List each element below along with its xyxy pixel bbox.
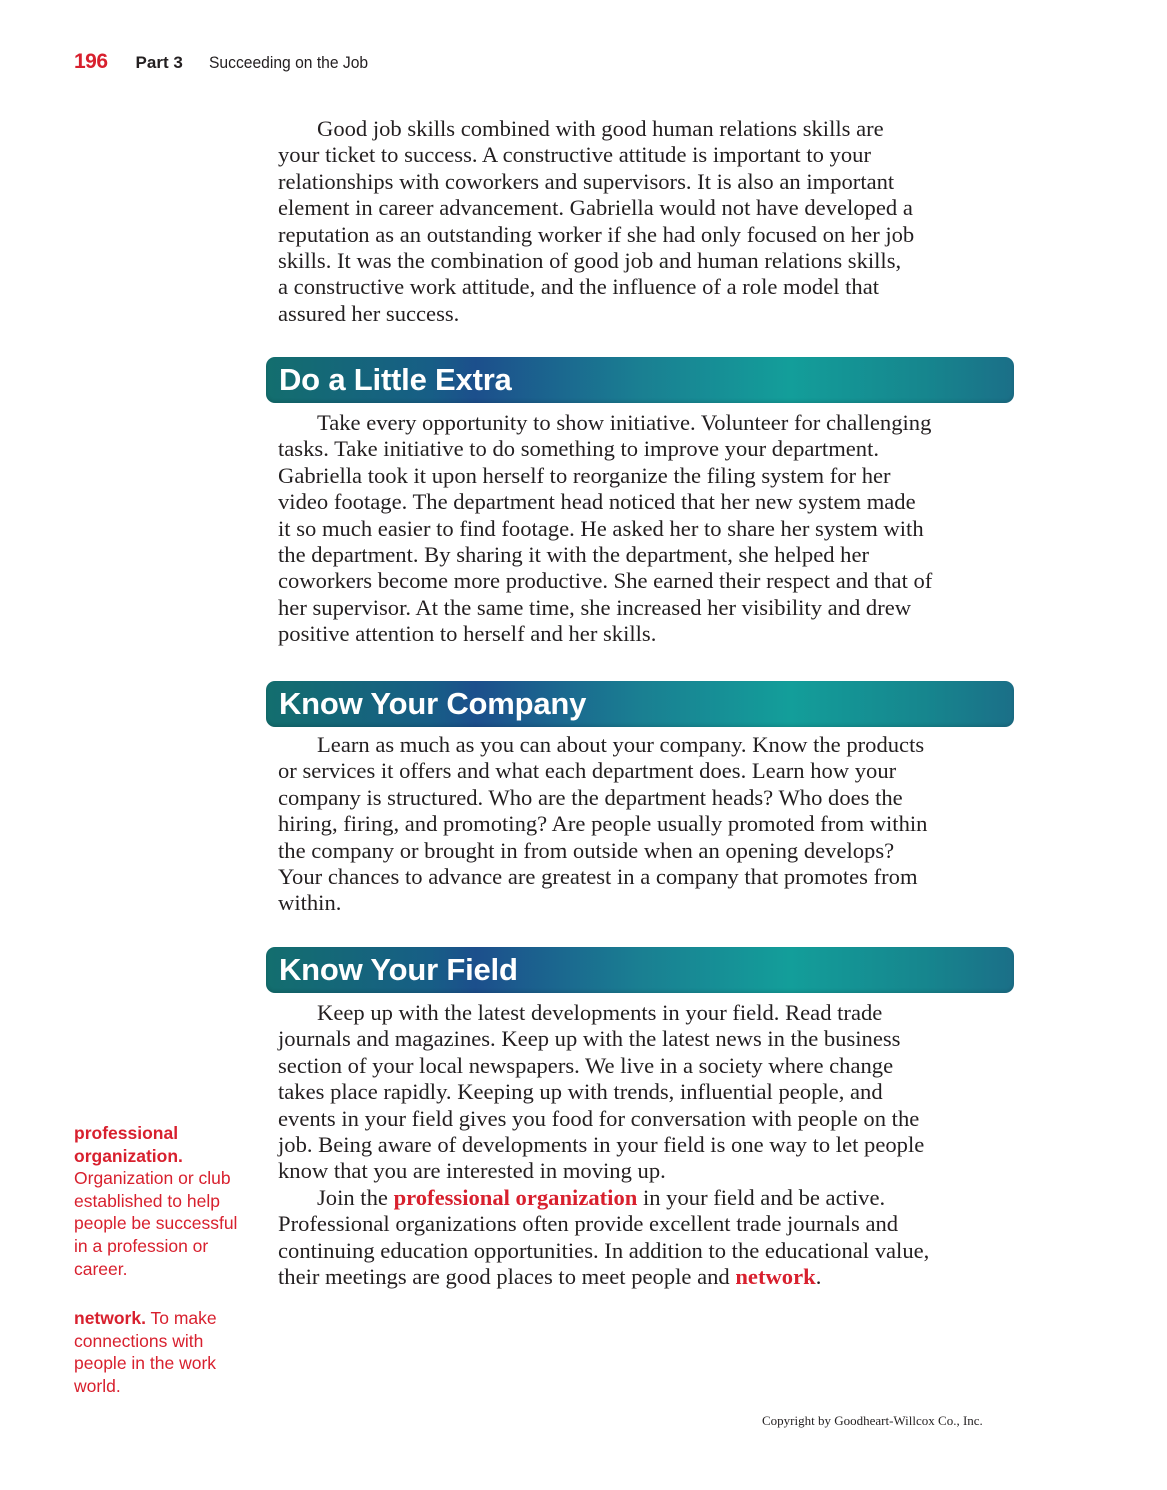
glossary-term-network[interactable]: network [735, 1264, 816, 1290]
chapter-title: Succeeding on the Job [208, 53, 368, 72]
section-heading-do-a-little-extra [266, 357, 1014, 403]
text-line: Gabriella took it upon herself to reorganize the filing system for her [278, 462, 891, 488]
text-line: it so much easier to find footage. He asked her to share her system with [278, 515, 924, 541]
text-line: Your chances to advance are greatest in a company that promotes from [278, 864, 918, 890]
running-header [74, 50, 382, 78]
text-line [278, 1185, 1018, 1211]
text-line: assured her success. [278, 300, 460, 326]
glossary-definition-line: established to help [74, 1190, 220, 1211]
text-line: skills. It was the combination of good job and human relations skills, [278, 248, 902, 274]
text-line: Take every opportunity to show initiative. Volunteer for challenging [317, 410, 932, 435]
glossary-term: organization. [74, 1145, 183, 1166]
glossary-entry-network [74, 1307, 264, 1397]
text-line: element in career advancement. Gabriella would not have developed a [278, 195, 913, 221]
text-span: Join the [317, 1184, 394, 1210]
text-line: job. Being aware of developments in your field is one way to let people [278, 1132, 925, 1158]
text-line: section of your local newspapers. We live in a society where change [278, 1052, 894, 1078]
text-line: events in your field gives you food for conversation with people on the [278, 1105, 920, 1131]
text-line: within. [278, 890, 342, 916]
text-line: relationships with coworkers and supervisors. It is also an important [278, 168, 895, 194]
text-line: company is structured. Who are the department heads? Who does the [278, 784, 903, 810]
page-number: 196 [74, 50, 108, 73]
text-line: your ticket to success. A constructive attitude is important to your [278, 142, 871, 168]
text-line [278, 1264, 1018, 1290]
text-span: in your field and be active. [637, 1184, 886, 1210]
text-line: video footage. The department head noticed that her new system made [278, 489, 916, 515]
glossary-definition-text: To make [145, 1308, 217, 1328]
intro-paragraph [278, 116, 1018, 327]
text-line: hiring, firing, and promoting? Are people usually promoted from within [278, 811, 928, 837]
text-line: know that you are interested in moving up. [278, 1158, 666, 1184]
text-line: Good job skills combined with good human relations skills are [317, 116, 884, 141]
section-heading-know-your-field [266, 947, 1014, 993]
text-line: Keep up with the latest developments in your field. Read trade [317, 1000, 883, 1025]
glossary-definition-line: world. [74, 1375, 121, 1396]
part-label: Part 3 [135, 53, 183, 72]
text-line: Learn as much as you can about your company. Know the products [317, 732, 925, 757]
section-heading-know-your-company [266, 681, 1014, 727]
text-line: her supervisor. At the same time, she increased her visibility and drew [278, 594, 912, 620]
glossary-definition-line: Organization or club [74, 1168, 231, 1189]
glossary-definition-line: in a profession or [74, 1235, 209, 1256]
section-heading-text: Know Your Field [279, 952, 518, 987]
glossary-term: network. [74, 1308, 146, 1328]
text-line: takes place rapidly. Keeping up with trends, influential people, and [278, 1079, 883, 1105]
text-line: journals and magazines. Keep up with the latest news in the business [278, 1026, 901, 1052]
text-line: or services it offers and what each department does. Learn how your [278, 758, 897, 784]
section-paragraph-do-a-little-extra [278, 410, 1018, 648]
glossary-entry-professional-organization [74, 1122, 264, 1280]
glossary-definition-line: career. [74, 1258, 128, 1279]
text-line: the company or brought in from outside when an opening develops? [278, 837, 895, 863]
section-heading-text: Know Your Company [279, 686, 587, 721]
section-heading-text: Do a Little Extra [279, 362, 512, 397]
text-line: the department. By sharing it with the department, she helped her [278, 542, 870, 568]
glossary-definition-line: people in the work [74, 1353, 217, 1374]
text-span: . [815, 1264, 822, 1290]
text-line: positive attention to herself and her skills. [278, 621, 657, 647]
text-line: a constructive work attitude, and the influence of a role model that [278, 274, 880, 300]
copyright-notice: Copyright by Goodheart-Willcox Co., Inc. [762, 1413, 983, 1428]
glossary-term-professional-organization[interactable]: professional organization [393, 1184, 638, 1210]
glossary-first-line [74, 1307, 264, 1330]
text-line: coworkers become more productive. She earned their respect and that of [278, 568, 933, 594]
glossary-definition-line: people be successful [74, 1213, 238, 1234]
text-span: their meetings are good places to meet people and [278, 1264, 736, 1290]
glossary-definition-line: connections with [74, 1330, 204, 1351]
text-line: reputation as an outstanding worker if she had only focused on her job [278, 221, 915, 247]
text-line: continuing education opportunities. In addition to the educational value, [278, 1237, 930, 1263]
text-line: Professional organizations often provide excellent trade journals and [278, 1211, 899, 1237]
text-line: tasks. Take initiative to do something to improve your department. [278, 436, 880, 462]
glossary-term: professional [74, 1123, 179, 1143]
section-paragraph-know-your-company [278, 732, 1018, 917]
section-paragraph-know-your-field [278, 1000, 1018, 1290]
